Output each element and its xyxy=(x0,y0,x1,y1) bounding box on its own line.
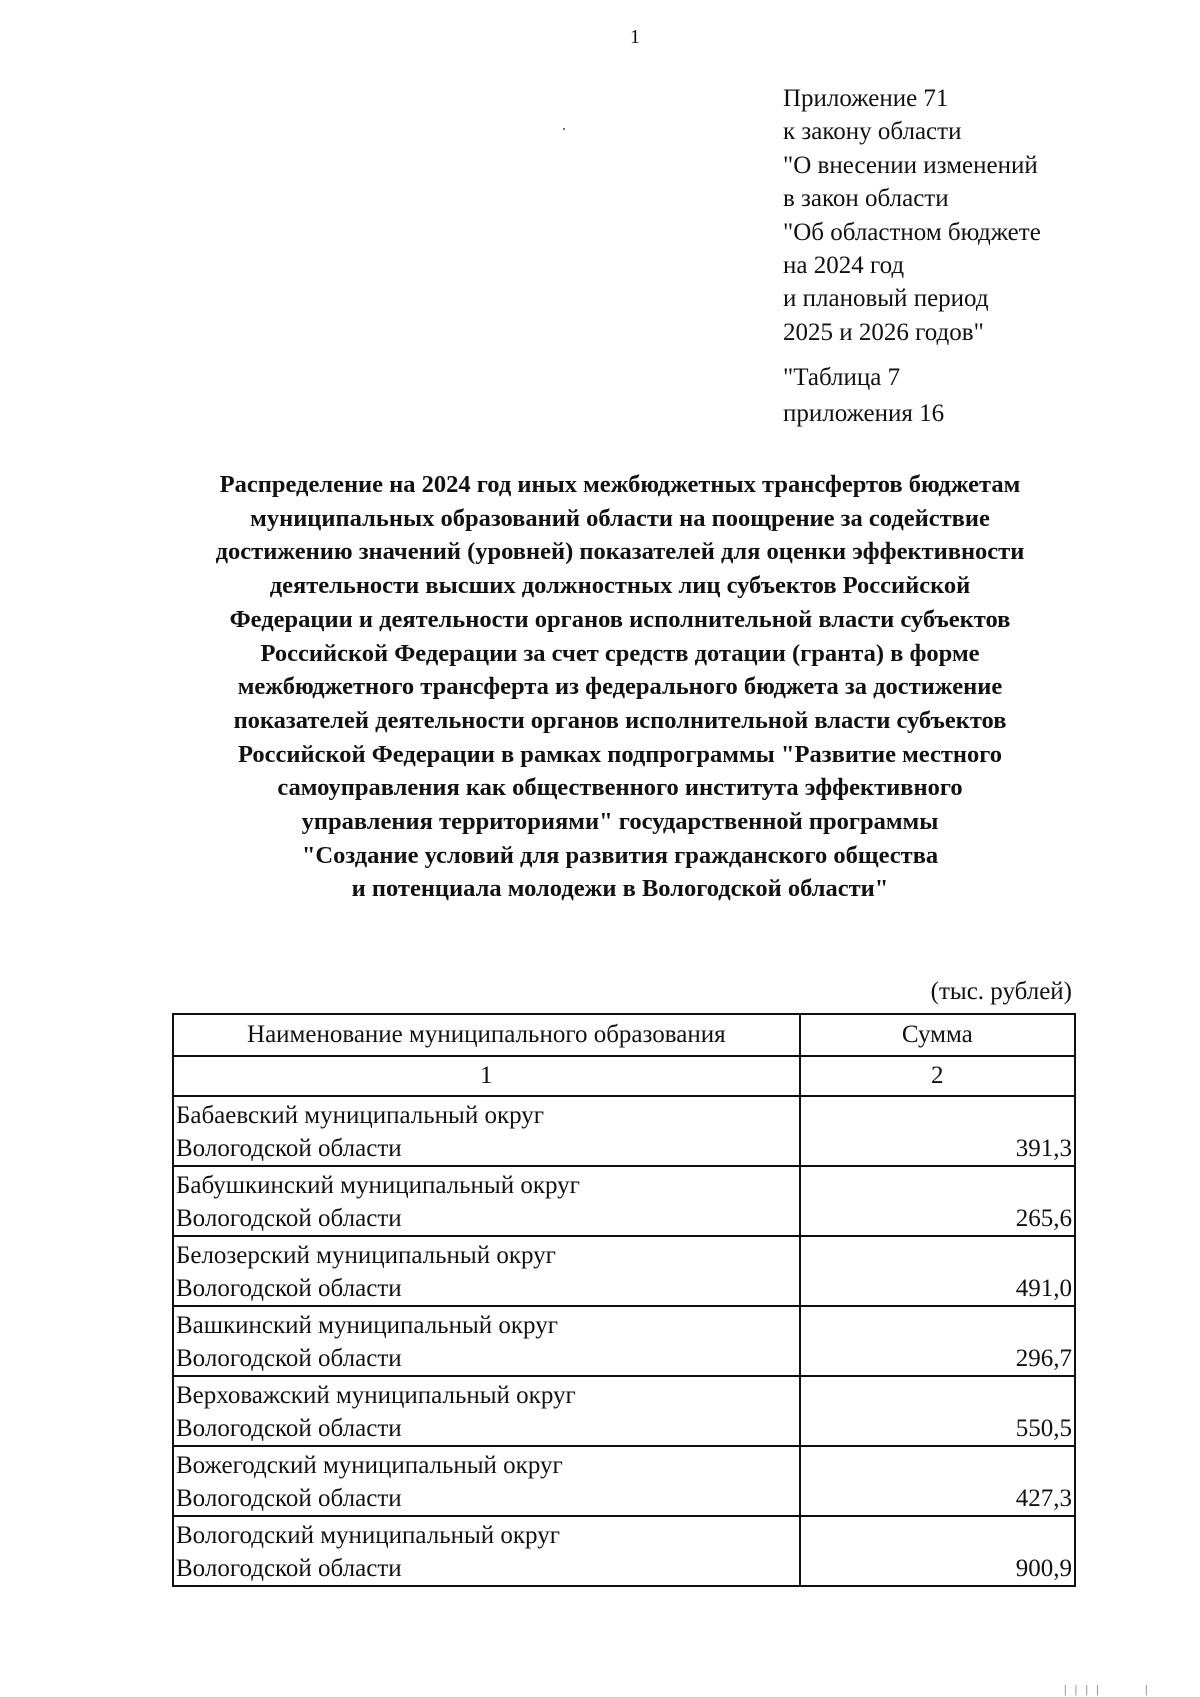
document-title xyxy=(150,468,1090,906)
table-row xyxy=(173,1446,1075,1516)
name-line: Вожегодский муниципальный округ xyxy=(176,1452,563,1479)
name-line: Вологодский муниципальный округ xyxy=(176,1522,560,1549)
municipality-name xyxy=(173,1306,800,1376)
column-number: 2 xyxy=(800,1056,1075,1096)
municipality-name xyxy=(173,1096,800,1166)
name-line: Верховажский муниципальный округ xyxy=(176,1382,576,1409)
name-line: Вологодской области xyxy=(176,1275,402,1302)
table-header-row xyxy=(173,1014,1075,1056)
name-line: Вашкинский муниципальный округ xyxy=(176,1312,558,1339)
table-row xyxy=(173,1306,1075,1376)
title-line: показателей деятельности органов исполнительной власти субъектов xyxy=(233,706,1007,734)
name-line: Белозерский муниципальный округ xyxy=(176,1242,556,1269)
sum-value: 550,5 xyxy=(800,1376,1075,1446)
name-line: Бабаевский муниципальный округ xyxy=(176,1102,545,1129)
name-line: Вологодской области xyxy=(176,1345,402,1372)
municipality-name xyxy=(173,1446,800,1516)
appendix-line: к закону области xyxy=(783,118,962,146)
municipality-name xyxy=(173,1516,800,1586)
sum-value: 491,0 xyxy=(800,1236,1075,1306)
distribution-table xyxy=(172,1013,1076,1587)
name-line: Вологодской области xyxy=(176,1415,402,1442)
appendix-line: "О внесении изменений xyxy=(783,151,1038,179)
table-row xyxy=(173,1166,1075,1236)
column-number-row xyxy=(173,1056,1075,1096)
name-line: Вологодской области xyxy=(176,1135,402,1162)
title-line: и потенциала молодежи в Вологодской области" xyxy=(351,875,889,903)
table-row xyxy=(173,1236,1075,1306)
units-label: (тыс. рублей) xyxy=(930,978,1072,1005)
title-line: межбюджетного трансферта из федерального бюджета за достижение xyxy=(237,673,1003,701)
table-ref-line: "Таблица 7 xyxy=(783,364,901,391)
sum-value: 427,3 xyxy=(800,1446,1075,1516)
name-line: Бабушкинский муниципальный округ xyxy=(176,1172,580,1199)
municipality-name xyxy=(173,1236,800,1306)
title-line: достижению значений (уровней) показателей для оценки эффективности xyxy=(215,538,1025,566)
table-row xyxy=(173,1376,1075,1446)
sum-value: 391,3 xyxy=(800,1096,1075,1166)
appendix-line: в закон области xyxy=(783,185,949,213)
title-line: "Создание условий для развития гражданского общества xyxy=(301,841,939,869)
appendix-line: "Об областном бюджете xyxy=(783,218,1041,246)
name-line: Вологодской области xyxy=(176,1485,402,1512)
header-name-column: Наименование муниципального образования xyxy=(173,1014,800,1056)
municipality-name xyxy=(173,1376,800,1446)
column-number: 1 xyxy=(173,1056,800,1096)
table-row xyxy=(173,1516,1075,1586)
appendix-line: на 2024 год xyxy=(783,252,905,280)
appendix-line: и плановый период xyxy=(783,285,989,313)
title-line: Российской Федерации в рамках подпрограммы "Развитие местного xyxy=(238,740,1002,768)
title-line: Федерации и деятельности органов исполнительной власти субъектов xyxy=(229,605,1011,633)
table-ref-line: приложения 16 xyxy=(783,400,945,427)
sum-value: 900,9 xyxy=(800,1516,1075,1586)
name-line: Вологодской области xyxy=(176,1205,402,1232)
title-line: муниципальных образований области на поощрение за содействие xyxy=(250,504,990,532)
appendix-line: 2025 и 2026 годов" xyxy=(783,318,984,346)
title-line: управления территориями" государственной программы xyxy=(301,808,939,836)
table-row xyxy=(173,1096,1075,1166)
sum-value: 296,7 xyxy=(800,1306,1075,1376)
title-line: Распределение на 2024 год иных межбюджетных трансфертов бюджетам xyxy=(219,471,1021,498)
title-line: Российской Федерации за счет средств дотации (гранта) в форме xyxy=(260,639,980,667)
municipality-name xyxy=(173,1166,800,1236)
sum-value: 265,6 xyxy=(800,1166,1075,1236)
title-line: деятельности высших должностных лиц субъектов Российской xyxy=(269,572,971,600)
appendix-line: Приложение 71 xyxy=(783,85,949,112)
name-line: Вологодской области xyxy=(176,1555,402,1582)
appendix-header xyxy=(783,82,1041,349)
header-sum-column: Сумма xyxy=(800,1014,1075,1056)
scan-artifact-dot xyxy=(563,128,565,130)
scan-edge-marks: | | | | | xyxy=(1064,1682,1151,1696)
page-number: 1 xyxy=(630,26,640,48)
title-line: самоуправления как общественного института эффективного xyxy=(277,774,963,802)
table-reference xyxy=(783,360,944,432)
